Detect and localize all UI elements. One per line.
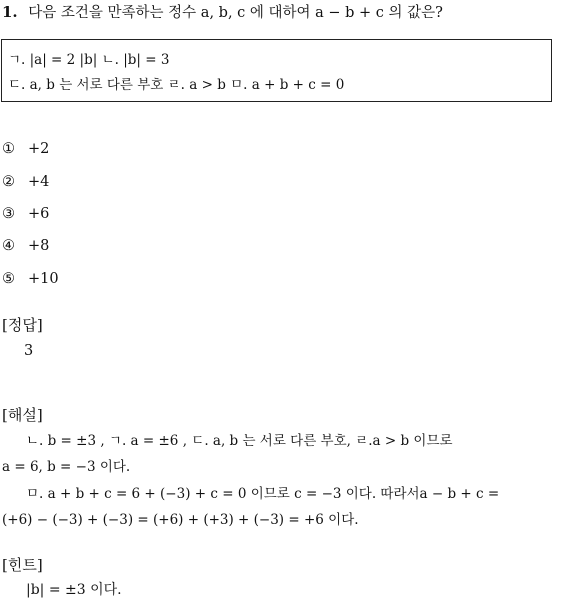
explanation-label: [해설] bbox=[2, 406, 43, 424]
choice-3-value: +6 bbox=[28, 206, 50, 222]
choice-1[interactable] bbox=[2, 141, 49, 158]
choice-5-mark: ⑤ bbox=[2, 271, 15, 287]
answer-value: 3 bbox=[24, 343, 34, 359]
choice-2-mark: ② bbox=[2, 174, 15, 190]
choice-2-value: +4 bbox=[28, 174, 50, 190]
explanation-line-4: (+6) − (−3) + (−3) = (+6) + (+3) + (−3) = +6 이다. bbox=[2, 512, 359, 528]
explanation-line-1: ㄴ. b = ±3 , ㄱ. a = ±6 , ㄷ. a, b 는 서로 다른 부호, ㄹ.a > b 이므로 bbox=[26, 433, 453, 449]
condition-line-2: ㄷ. a, b 는 서로 다른 부호 ㄹ. a > b ㅁ. a + b + c = 0 bbox=[8, 77, 345, 93]
choice-4[interactable] bbox=[2, 238, 49, 255]
choice-4-mark: ④ bbox=[2, 238, 15, 254]
choice-2[interactable] bbox=[2, 174, 49, 191]
question-text: 다음 조건을 만족하는 정수 a, b, c 에 대하여 a − b + c 의 값은? bbox=[28, 5, 443, 21]
hint-label: [힌트] bbox=[2, 556, 43, 574]
choice-3[interactable] bbox=[2, 206, 49, 223]
explanation-line-2: a = 6, b = −3 이다. bbox=[2, 459, 131, 475]
choice-5-value: +10 bbox=[28, 271, 59, 287]
question-number: 1. bbox=[2, 3, 18, 21]
choice-3-mark: ③ bbox=[2, 206, 15, 222]
explanation-line-3: ㅁ. a + b + c = 6 + (−3) + c = 0 이므로 c = −3 이다. 따라서a − b + c = bbox=[26, 486, 500, 502]
condition-line-1: ㄱ. |a| = 2 |b| ㄴ. |b| = 3 bbox=[8, 52, 170, 68]
choice-1-value: +2 bbox=[28, 141, 50, 157]
choice-1-mark: ① bbox=[2, 141, 15, 157]
conditions-box bbox=[1, 39, 552, 102]
choice-4-value: +8 bbox=[28, 238, 50, 254]
question-header bbox=[2, 3, 443, 22]
choice-5[interactable] bbox=[2, 271, 59, 288]
hint-text: |b| = ±3 이다. bbox=[26, 582, 122, 598]
answer-label: [정답] bbox=[2, 316, 43, 334]
